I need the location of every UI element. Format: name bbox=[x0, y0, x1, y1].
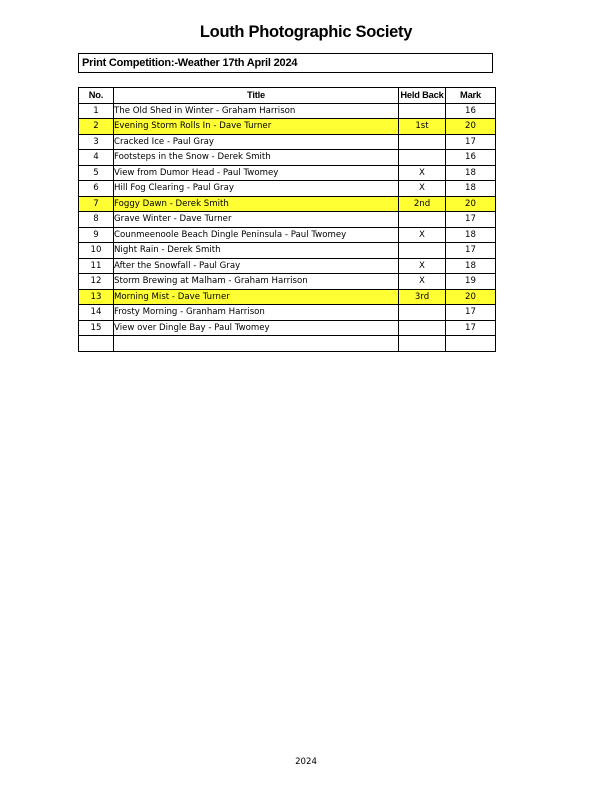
table-row bbox=[79, 227, 496, 243]
cell-mark: 20 bbox=[446, 196, 496, 212]
cell-no: 7 bbox=[79, 196, 114, 212]
cell-mark: 20 bbox=[446, 289, 496, 305]
cell-no: 3 bbox=[79, 134, 114, 150]
table-row bbox=[79, 274, 496, 290]
column-header-mark: Mark bbox=[446, 88, 496, 104]
cell-no: 9 bbox=[79, 227, 114, 243]
column-header-held-back: Held Back bbox=[399, 88, 446, 104]
cell-held-back: X bbox=[399, 227, 446, 243]
cell-mark: 17 bbox=[446, 320, 496, 336]
cell-held-back bbox=[399, 305, 446, 321]
cell-no: 1 bbox=[79, 103, 114, 119]
cell-no: 8 bbox=[79, 212, 114, 228]
cell-no: 14 bbox=[79, 305, 114, 321]
cell-mark: 18 bbox=[446, 258, 496, 274]
cell-no bbox=[79, 336, 114, 352]
cell-title: Storm Brewing at Malham - Graham Harrison bbox=[114, 274, 399, 290]
table-row bbox=[79, 119, 496, 135]
cell-no: 13 bbox=[79, 289, 114, 305]
cell-held-back bbox=[399, 150, 446, 166]
cell-no: 15 bbox=[79, 320, 114, 336]
cell-held-back bbox=[399, 134, 446, 150]
cell-held-back: X bbox=[399, 181, 446, 197]
cell-held-back: 3rd bbox=[399, 289, 446, 305]
cell-no: 11 bbox=[79, 258, 114, 274]
cell-held-back bbox=[399, 320, 446, 336]
cell-title: Night Rain - Derek Smith bbox=[114, 243, 399, 259]
cell-mark: 18 bbox=[446, 165, 496, 181]
cell-title: Grave Winter - Dave Turner bbox=[114, 212, 399, 228]
table-row bbox=[79, 181, 496, 197]
cell-held-back: X bbox=[399, 258, 446, 274]
cell-no: 6 bbox=[79, 181, 114, 197]
cell-mark: 17 bbox=[446, 243, 496, 259]
cell-no: 10 bbox=[79, 243, 114, 259]
table-row bbox=[79, 134, 496, 150]
cell-title: The Old Shed in Winter - Graham Harrison bbox=[114, 103, 399, 119]
cell-title: Cracked Ice - Paul Gray bbox=[114, 134, 399, 150]
table-row bbox=[79, 103, 496, 119]
cell-held-back: 2nd bbox=[399, 196, 446, 212]
cell-no: 5 bbox=[79, 165, 114, 181]
cell-mark: 16 bbox=[446, 103, 496, 119]
cell-title: After the Snowfall - Paul Gray bbox=[114, 258, 399, 274]
cell-mark: 18 bbox=[446, 227, 496, 243]
page-title: Louth Photographic Society bbox=[199, 23, 413, 41]
cell-mark: 20 bbox=[446, 119, 496, 135]
cell-mark: 19 bbox=[446, 274, 496, 290]
cell-held-back bbox=[399, 243, 446, 259]
cell-held-back: 1st bbox=[399, 119, 446, 135]
cell-held-back: X bbox=[399, 274, 446, 290]
cell-no: 12 bbox=[79, 274, 114, 290]
table-row bbox=[79, 196, 496, 212]
table-body bbox=[79, 103, 496, 351]
cell-held-back: X bbox=[399, 165, 446, 181]
cell-no: 2 bbox=[79, 119, 114, 135]
table-row bbox=[79, 320, 496, 336]
cell-title: View from Dumor Head - Paul Twomey bbox=[114, 165, 399, 181]
cell-mark: 18 bbox=[446, 181, 496, 197]
cell-title bbox=[114, 336, 399, 352]
cell-title: Footsteps in the Snow - Derek Smith bbox=[114, 150, 399, 166]
column-header-no: No. bbox=[79, 88, 114, 104]
results-table bbox=[78, 87, 496, 352]
cell-mark: 16 bbox=[446, 150, 496, 166]
cell-no: 4 bbox=[79, 150, 114, 166]
competition-heading: Print Competition:-Weather 17th April 2024 bbox=[78, 53, 493, 73]
cell-mark: 17 bbox=[446, 212, 496, 228]
table-row bbox=[79, 258, 496, 274]
cell-title: Morning Mist - Dave Turner bbox=[114, 289, 399, 305]
table-row bbox=[79, 305, 496, 321]
cell-title: Hill Fog Clearing - Paul Gray bbox=[114, 181, 399, 197]
table-row bbox=[79, 243, 496, 259]
cell-title: Counmeenoole Beach Dingle Peninsula - Paul Twomey bbox=[114, 227, 399, 243]
cell-title: Frosty Morning - Granham Harrison bbox=[114, 305, 399, 321]
table-row bbox=[79, 336, 496, 352]
table-row bbox=[79, 212, 496, 228]
table-row bbox=[79, 289, 496, 305]
cell-mark: 17 bbox=[446, 134, 496, 150]
table-row bbox=[79, 150, 496, 166]
footer-year: 2024 bbox=[295, 757, 317, 767]
cell-mark: 17 bbox=[446, 305, 496, 321]
cell-mark bbox=[446, 336, 496, 352]
table-header-row bbox=[79, 88, 496, 104]
column-header-title: Title bbox=[114, 88, 399, 104]
cell-held-back bbox=[399, 212, 446, 228]
cell-title: Foggy Dawn - Derek Smith bbox=[114, 196, 399, 212]
cell-title: Evening Storm Rolls In - Dave Turner bbox=[114, 119, 399, 135]
table-row bbox=[79, 165, 496, 181]
cell-held-back bbox=[399, 336, 446, 352]
cell-held-back bbox=[399, 103, 446, 119]
cell-title: View over Dingle Bay - Paul Twomey bbox=[114, 320, 399, 336]
